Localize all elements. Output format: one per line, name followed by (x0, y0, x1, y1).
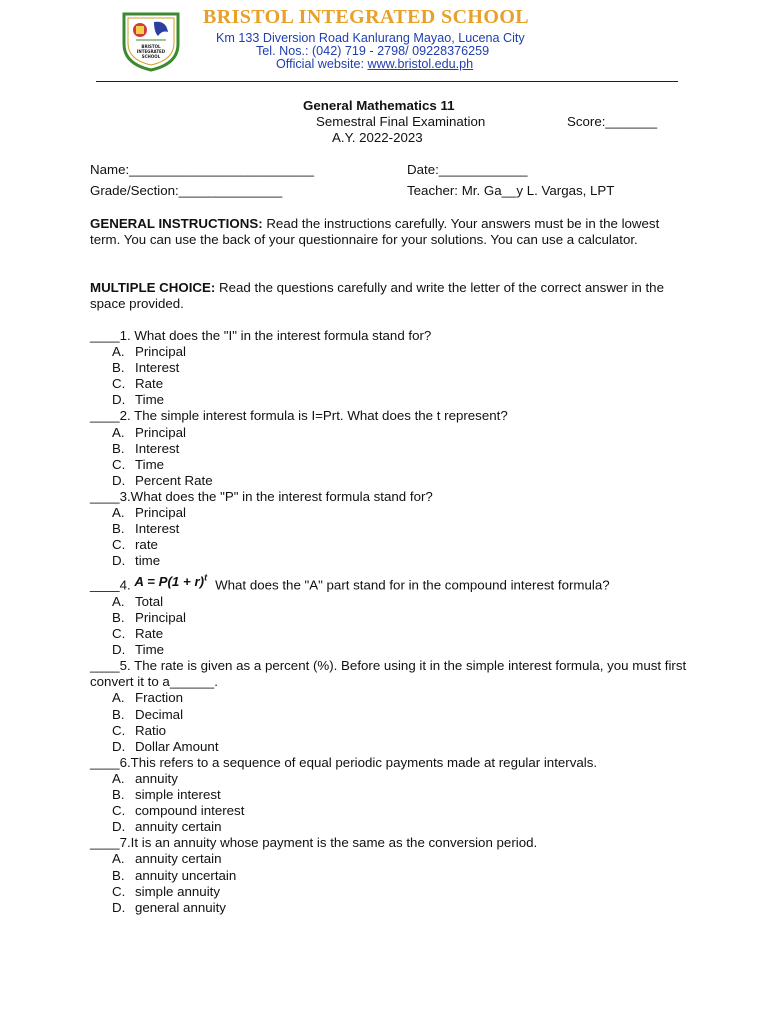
choice-b: B. Principal (112, 610, 186, 626)
question-7 (90, 835, 690, 915)
teacher-field: Teacher: Mr. Ga__y L. Vargas, LPT (407, 183, 615, 198)
school-website-line (276, 57, 768, 71)
choice-a: A. Principal (112, 505, 186, 521)
choice-c: C. Rate (112, 376, 164, 392)
general-instructions-label: GENERAL INSTRUCTIONS: (90, 216, 263, 231)
choice-c: C. Ratio (112, 722, 167, 738)
choice-a: A. annuity certain (112, 851, 222, 867)
choice-b: B. Decimal (112, 706, 184, 722)
school-address: Km 133 Diversion Road Kanlurang Mayao, Lucena City (216, 31, 525, 45)
school-name: BRISTOL INTEGRATED SCHOOL (203, 6, 530, 28)
choice-d: D. Dollar Amount (112, 738, 219, 754)
multiple-choice-instructions (90, 280, 690, 312)
question-3 (90, 489, 690, 569)
choice-c: C. rate (112, 537, 158, 553)
general-instructions-text: Read the instructions carefully. Your answers must be in the lowest term. You can use the back of your questionnaire for your solutions. You can use a calculator. (90, 216, 660, 248)
exam-subtitle: Semestral Final Examination (316, 114, 486, 129)
general-instructions (90, 216, 690, 248)
choice-b: B. Interest (112, 360, 180, 376)
multiple-choice-text: Read the questions carefully and write the letter of the correct answer in the space provided. (90, 280, 664, 312)
choice-d: D. annuity certain (112, 819, 222, 835)
question-body: What does the "A" part stand for in the compound interest formula? (215, 577, 610, 593)
question-text (90, 573, 690, 594)
svg-text:BRISTOL: BRISTOL (141, 44, 161, 49)
question-number: ____4. (90, 577, 135, 593)
question-text: ____3.What does the "P" in the interest formula stand for? (90, 488, 433, 504)
question-5 (90, 658, 690, 755)
date-field: Date:____________ (407, 162, 528, 177)
question-list (90, 328, 690, 916)
choice-c: C. simple annuity (112, 883, 220, 899)
question-4 (90, 573, 690, 658)
choice-b: B. simple interest (112, 787, 221, 803)
choice-c: C. compound interest (112, 803, 245, 819)
grade-section-field: Grade/Section:______________ (90, 183, 283, 198)
name-field: Name:_________________________ (90, 162, 315, 177)
website-label: Official website: (276, 57, 368, 71)
choice-b: B. Interest (112, 440, 180, 456)
svg-text:INTEGRATED: INTEGRATED (136, 49, 166, 54)
choice-a: A. Principal (112, 344, 186, 360)
choice-b: B. annuity uncertain (112, 867, 237, 883)
choice-d: D. Percent Rate (112, 472, 213, 488)
question-text: ____5. The rate is given as a percent (%). Before using it in the simple interest formula, you must first convert it to a______. (90, 658, 687, 690)
academic-year: A.Y. 2022-2023 (332, 130, 423, 145)
question-1 (90, 328, 690, 408)
choice-c: C. Time (112, 456, 165, 472)
choice-a: A. Principal (112, 424, 186, 440)
question-text: ____7.It is an annuity whose payment is the same as the conversion period. (90, 835, 538, 851)
choice-d: D. Time (112, 392, 165, 408)
score-field: Score:_______ (567, 114, 658, 129)
question-6 (90, 755, 690, 835)
choice-d: D. general annuity (112, 899, 226, 915)
choice-d: D. time (112, 553, 161, 569)
choice-a: A. Fraction (112, 690, 184, 706)
school-phones: Tel. Nos.: (042) 719 - 2798/ 09228376259 (256, 44, 490, 58)
choice-b: B. Interest (112, 521, 180, 537)
choice-d: D. Time (112, 642, 165, 658)
exam-title: General Mathematics 11 (303, 98, 455, 113)
question-text: ____6.This refers to a sequence of equal periodic payments made at regular intervals. (90, 754, 598, 770)
website-link[interactable]: www.bristol.edu.ph (367, 57, 474, 71)
header-divider (96, 81, 678, 82)
compound-interest-formula: $A = P(1 + r)^t$ (134, 572, 208, 589)
question-text: ____2. The simple interest formula is I=Prt. What does the t represent? (90, 408, 508, 424)
question-text: ____1. What does the "I" in the interest formula stand for? (90, 328, 432, 343)
choice-a: A. Total (112, 593, 164, 609)
choice-c: C. Rate (112, 626, 164, 642)
svg-text:SCHOOL: SCHOOL (141, 54, 161, 59)
school-logo (118, 10, 184, 72)
multiple-choice-label: MULTIPLE CHOICE: (90, 280, 216, 295)
question-2 (90, 408, 690, 488)
choice-a: A. annuity (112, 770, 178, 786)
